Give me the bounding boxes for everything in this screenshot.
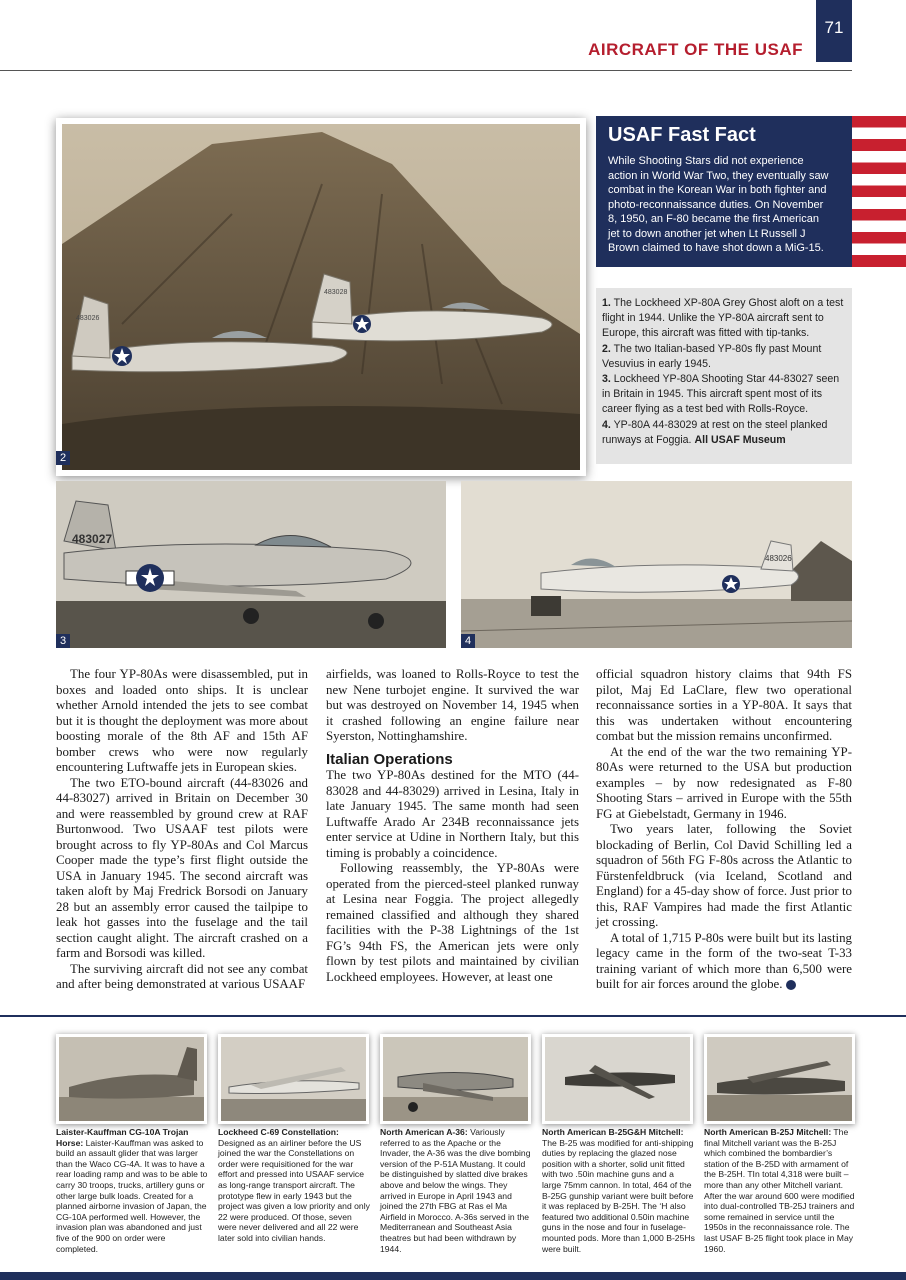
fast-fact-text: While Shooting Stars did not experience action in World War Two, they eventually saw combat in the Korean War in both fighter and photo-reconnaissance duties. On November 8, 1950, an F-80 became the first American jet to down another jet when Lt Russell J Brown claimed to have shot down a MiG-15.: [608, 155, 829, 254]
page-number: 71: [816, 0, 852, 62]
yp80a-ground-illustration: [56, 481, 446, 648]
fast-fact-box: [596, 116, 852, 267]
caption-a36: North American A-36: Variously referred to as the Apache or the Invader, the A-36 was the dive bombing version of the P-51A Mustang. It could be distinguished by slatted dive brakes above and below the wings. They arrived in Europe in April 1943 and joined the 27th FBG at Ras el Ma Airfield in Morocco. A-36s served in the Mediterranean and Southeast Asia theatres but had been withdrawn by 1944.: [380, 1127, 531, 1254]
photo-yp80a-britain: [56, 481, 446, 648]
constellation-illustration: [221, 1037, 366, 1121]
section-title: AIRCRAFT OF THE USAF: [588, 40, 803, 59]
photo-captions-box: [596, 288, 852, 464]
b25gh-illustration: [545, 1037, 690, 1121]
end-mark-icon: [786, 980, 796, 990]
article-column-1: [56, 667, 308, 993]
photo-yp80a-foggia: [461, 481, 852, 648]
vesuvius-jets-illustration: [62, 124, 580, 470]
paragraph: The two ETO-bound aircraft (44-83026 and 44-83027) arrived in Britain on December 30 and were reassembled by ground crew at RAF Burtonwood. Two USAAF test pilots were brought across to fly YP-80As and Col Marcus Cooper made the type’s first flight outside the USA in January 1945. The second aircraft was taken aloft by Maj Fredrick Borsodi on January 28 but an assembly error caused the tailpipe to leak hot gasses into the fuselage and the tail section caught alight. The aircraft crashed on a farm and Borsodi was killed.: [56, 775, 308, 960]
thumb-a36: [380, 1034, 531, 1124]
tail-number-483026: 483026: [765, 554, 792, 563]
tail-number-483027: 483027: [72, 532, 113, 546]
thumb-cg10a: [56, 1034, 207, 1124]
caption-3: 3. Lockheed YP-80A Shooting Star 44-83027 seen in Britain in 1945. This aircraft spent most of its career flying as a test bed with Rolls-Royce.: [602, 373, 840, 416]
photo-number-4: 4: [461, 634, 475, 648]
paragraph: The surviving aircraft did not see any combat and after being demonstrated at various USAAF: [56, 961, 308, 991]
glider-illustration: [59, 1037, 204, 1121]
paragraph: airfields, was loaned to Rolls-Royce to test the new Nene turbojet engine. It survived the war but was destroyed on November 14, 1945 when it crashed following an engine failure near Syerston, Nottinghamshire.: [326, 667, 579, 743]
caption-b25gh: North American B-25G&H Mitchell: The B-25 was modified for anti-shipping duties by replacing the glazed nose position with a shorter, solid unit fitted with two .50in machine guns and a large 75mm cannon. In total, 464 of the B-25G gunship variant were built before it was replaced by B-25H. The ‘H also featured two additional 0.50in machine guns in the nose and four in fuselage-mounted pods. More than 1,000 B-25Hs were built.: [542, 1127, 695, 1254]
photo-number-3: 3: [56, 634, 70, 648]
paragraph: At the end of the war the two remaining YP-80As were returned to the USA but production examples – by now redesignated as F-80 Shooting Stars – arrived in Europe with the 55th FG at Giebelstadt, Germany in 1946.: [596, 744, 852, 821]
thumb-b25j: [704, 1034, 855, 1124]
paragraph-final: A total of 1,715 P-80s were built but its lasting legacy came in the form of the two-seat T-33 training variant of which more than 6,500 were built for air forces around the globe.: [596, 930, 852, 991]
paragraph: Two years later, following the Soviet blockading of Berlin, Col David Schilling led a squadron of 56th FG F-80s across the Atlantic to Fürstenfeldbruck (via Iceland, Scotland and England) for a 45-day show of force. Just prior to this, RAF Vampires had made the first Atlantic jet crossing.: [596, 822, 852, 929]
a36-illustration: [383, 1037, 528, 1121]
subhead-italian-operations: Italian Operations: [326, 750, 453, 768]
photo-credit: All USAF Museum: [694, 433, 786, 446]
caption-cg10a: Laister-Kauffman CG-10A Trojan Horse: Laister-Kauffman was asked to build an assault glider that was larger than the Waco CG-4A. It was to have a rear loading ramp and was to be able to carry 30 troops, trucks, artillery guns or other large bulk loads. Created for a planned airborne invasion of Japan, the CG-10A performed well. However, the invasion plan was abandoned and just five of the 900 on order were completed.: [56, 1127, 208, 1254]
caption-2: 2. The two Italian-based YP-80s fly past Mount Vesuvius in early 1945.: [602, 342, 822, 370]
caption-4: 4. YP-80A 44-83029 at rest on the steel planked runways at Foggia. All USAF Museum: [602, 418, 828, 446]
b25j-illustration: [707, 1037, 852, 1121]
header-divider: [0, 70, 852, 71]
yp80a-runway-illustration: [461, 481, 852, 648]
tail-number-right: 483028: [324, 289, 348, 296]
article-column-3: [596, 667, 852, 993]
fast-fact-title: USAF Fast Fact: [608, 124, 756, 146]
caption-1: 1. The Lockheed XP-80A Grey Ghost aloft on a test flight in 1944. Unlike the YP-80A aircraft sent to Europe, this aircraft was fitted with tip-tanks.: [602, 297, 844, 340]
thumb-b25gh: [542, 1034, 693, 1124]
flag-stripes-decoration: [852, 116, 906, 267]
caption-b25j: North American B-25J Mitchell: The final Mitchell variant was the B-25J which combined the bombardier’s station of the B-25D with armament of the B-25H. TIn total 4,318 were built – more than any other Mitchell variant. After the war around 600 were modified into dual-controlled TB-25J trainers and some remained in service until the 1950s in the reconnaissance role. The last USAF B-25 flight took place in May 1960.: [704, 1127, 855, 1254]
paragraph: The four YP-80As were disassembled, put in boxes and loaded onto ships. It is unclear whether Arnold intended the jets to see combat but it is thought the deployment was more about boosting morale of the 8th AF and 15th AF bomber crews who were now regularly encountering Luftwaffe jets in European skies.: [56, 667, 308, 774]
thumb-c69: [218, 1034, 369, 1124]
article-column-2: [326, 667, 579, 985]
paragraph: The two YP-80As destined for the MTO (44-83028 and 44-83029) arrived in Lesina, Italy in late January 1945. The same month had seen Luftwaffe Arado Ar 234B reconnaissance jets enter service at Udine in Northern Italy, but this timing is probably a coincidence.: [326, 768, 579, 860]
photo-vesuvius-flypast: [56, 118, 586, 476]
paragraph: official squadron history claims that 94th FS pilot, Maj Ed LaClare, flew two operational reconnaissance sorties in a YP-80A. It says that this was undertaken without encountering combat but the mission remains unconfirmed.: [596, 667, 852, 743]
caption-c69: Lockheed C-69 Constellation: Designed as an airliner before the US joined the war the Constellations on order were requisitioned for the war effort and pressed into USAAF service as long-range transport aircraft. The prototype flew in early 1943 but the project was given a low priority and only 22 were produced. Of those, seven were never delivered and all 22 were later sold into civilian hands.: [218, 1127, 370, 1243]
strip-divider: [0, 1015, 906, 1017]
photo-number-2: 2: [56, 451, 70, 465]
photo-captions: [602, 296, 844, 448]
bottom-band: [0, 1272, 906, 1280]
tail-number-left: 483026: [76, 315, 100, 322]
paragraph: Following reassembly, the YP-80As were operated from the pierced-steel planked runway at Lesina near Foggia. The project allegedly remained classified and although they shared facilities with the P-38 Lightnings of the 1st FG’s 94th FS, the American jets were only flown by test pilots and maintained by civilian Lockheed employees. However, at least one: [326, 861, 579, 984]
